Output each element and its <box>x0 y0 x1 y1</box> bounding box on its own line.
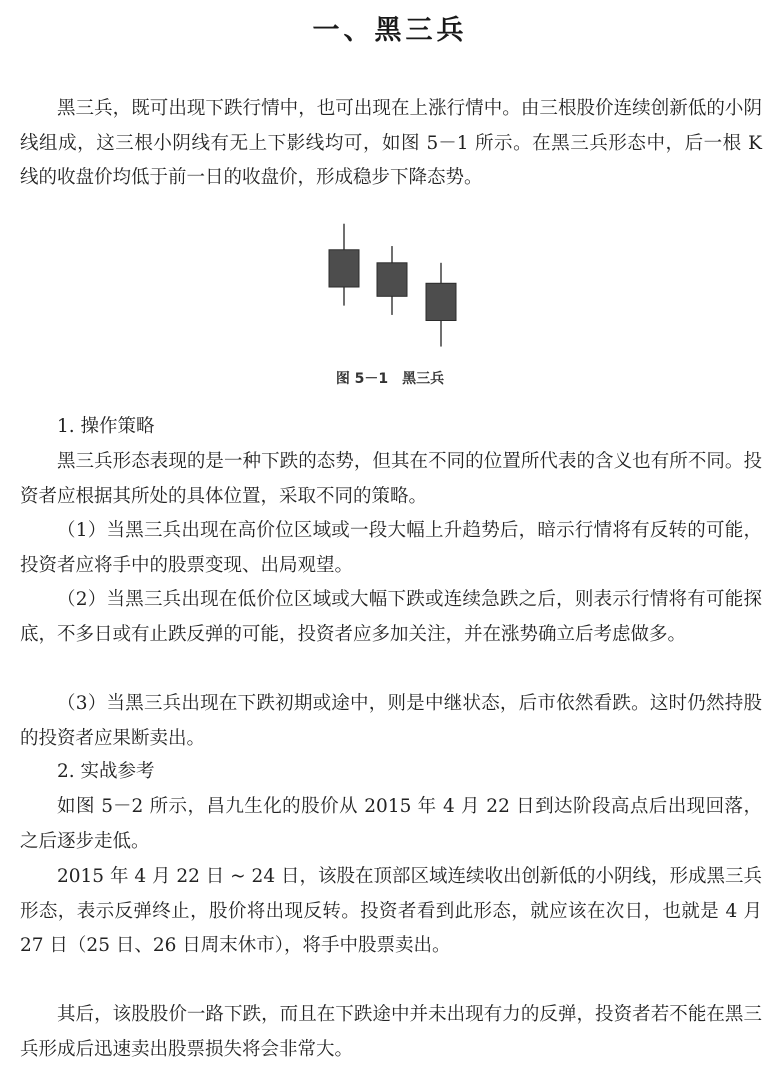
three-black-crows-figure <box>300 212 480 362</box>
figure-caption: 图 5－1 黑三兵 <box>335 371 445 387</box>
strategy-paragraph-2: （1）当黑三兵出现在高价位区域或一段大幅上升趋势后，暗示行情将有反转的可能，投资者应将手中的股票变现、出局观望。 <box>20 520 762 576</box>
candle-body-2 <box>377 263 407 297</box>
practice-paragraph-3: 其后，该股股价一路下跌，而且在下跌途中并未出现有力的反弹，投资者若不能在黑三兵形成后迅速卖出股票损失将会非常大。 <box>20 1004 762 1060</box>
intro-paragraph: 黑三兵，既可出现下跌行情中，也可出现在上涨行情中。由三根股价连续创新低的小阴线组成，这三根小阴线有无上下影线均可，如图 5－1 所示。在黑三兵形态中，后一根 K 线的收盘价均低于前一日的收盘价，形成稳步下降态势。 <box>20 98 762 188</box>
candle-body-3 <box>426 283 456 320</box>
practice-paragraph-1: 如图 5－2 所示，昌九生化的股价从 2015 年 4 月 22 日到达阶段高点后出现回落，之后逐步走低。 <box>20 796 762 852</box>
page-title: 一、黑三兵 <box>312 15 468 46</box>
strategy-paragraph-3: （2）当黑三兵出现在低价位区域或大幅下跌或连续急跌之后，则表示行情将有可能探底，不多日或有止跌反弹的可能，投资者应多加关注，并在涨势确立后考虑做多。 <box>20 589 762 645</box>
section-heading-practice: 2. 实战参考 <box>57 761 155 782</box>
strategy-paragraph-1: 黑三兵形态表现的是一种下跌的态势，但其在不同的位置所代表的含义也有所不同。投资者应根据其所处的具体位置，采取不同的策略。 <box>20 451 762 507</box>
candle-body-1 <box>329 250 359 287</box>
section-heading-strategy: 1. 操作策略 <box>57 416 155 437</box>
practice-paragraph-2: 2015 年 4 月 22 日 ~ 24 日，该股在顶部区域连续收出创新低的小阴线，形成黑三兵形态，表示反弹终止，股价将出现反转。投资者看到此形态，就应该在次日，也就是 4 月 27 日（25 日、26 日周末休市），将手中股票卖出。 <box>20 866 762 956</box>
strategy-paragraph-4: （3）当黑三兵出现在下跌初期或途中，则是中继状态，后市依然看跌。这时仍然持股的投资者应果断卖出。 <box>20 693 762 749</box>
